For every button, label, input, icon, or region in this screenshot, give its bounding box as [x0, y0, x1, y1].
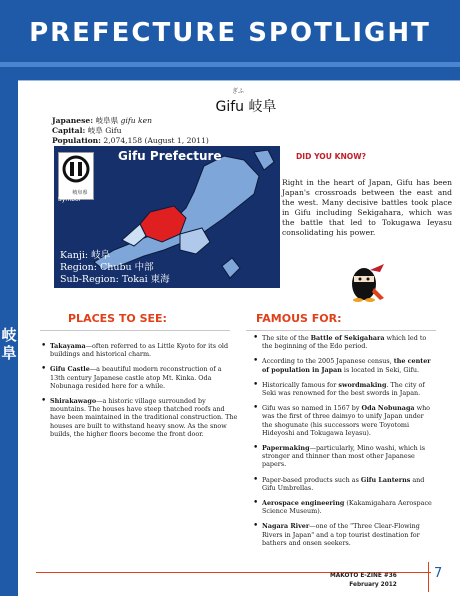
- place-desc: —a historic village surrounded by mountains. The houses have steep thatched roofs and have been maintained in the traditional construction. The houses are built to withstand heavy snow. As the snow builds, the higher floors become the front door.: [50, 397, 238, 438]
- famous-heading: FAMOUS FOR:: [256, 312, 342, 325]
- fact-japanese-romaji: gifu ken: [120, 116, 153, 125]
- list-item: [252, 522, 432, 547]
- fact-capital-label: Capital:: [52, 126, 86, 135]
- footer: [330, 572, 397, 590]
- famous-bold: Gifu Lanterns: [360, 475, 411, 484]
- sidebar-kanji: [1, 326, 17, 362]
- ninja-mascot-icon: [340, 258, 390, 308]
- left-sidebar: [0, 80, 18, 596]
- header-banner: [0, 0, 460, 80]
- places-divider: [40, 330, 230, 331]
- famous-post: —one of the "Three Clear-Flowing Rivers in Japan" and a top tourist destination for bathers and onsen seekers.: [262, 522, 420, 547]
- famous-divider: [246, 330, 436, 331]
- map-kanji-line: Kanji: 岐阜: [60, 250, 111, 261]
- famous-pre: Paper-based products such as: [262, 475, 361, 484]
- famous-post: . The city of Seki was renowned for the best swords in Japan.: [262, 380, 425, 398]
- fact-capital: [52, 126, 209, 136]
- famous-bold: Aerospace engineering: [262, 499, 345, 508]
- symbol-caption: 岐阜県: [72, 190, 88, 196]
- famous-pre: The site of the: [262, 334, 311, 342]
- fact-japanese: [52, 116, 209, 126]
- symbol-emblem-icon: [59, 153, 93, 187]
- map-region-line: Region: Chubu 中部: [60, 262, 154, 273]
- famous-bold: Oda Nobunaga: [361, 404, 415, 413]
- fact-population: [52, 136, 209, 146]
- famous-list: [252, 334, 432, 554]
- facts-block: [52, 116, 209, 146]
- famous-pre: Gifu was so named in 1567 by: [262, 404, 362, 413]
- map-subregion-line: Sub-Region: Tokai 東海: [60, 274, 170, 285]
- footer-issue: MAKOTO E-ZINE #36: [330, 573, 397, 579]
- list-item: [40, 342, 238, 358]
- prefecture-map: [54, 146, 280, 288]
- famous-bold: the center of population in Japan: [262, 357, 431, 374]
- famous-bold: Battle of Sekigahara: [310, 334, 385, 342]
- places-heading: PLACES TO SEE:: [68, 312, 167, 325]
- place-name: Takayama: [50, 342, 86, 350]
- header-stripe: [0, 62, 460, 67]
- title-furigana: ぎふ: [232, 88, 245, 95]
- place-desc: —a beautiful modern reconstruction of a 13th century Japanese castle atop Mt. Kinka. Oda Nobunaga resided here for a while.: [50, 365, 222, 390]
- list-item: [252, 357, 432, 373]
- list-item: [252, 334, 432, 350]
- place-desc: —often referred to as Little Kyoto for its old buildings and historical charm.: [50, 342, 229, 359]
- list-item: [40, 365, 238, 390]
- prefecture-title: Gifu 岐阜: [215, 99, 277, 115]
- famous-post: is located in Seki, Gifu.: [341, 365, 420, 374]
- famous-post: —particularly, Mino washi, which is stronger and thinner than most other Japanese papers.: [262, 444, 426, 469]
- famous-pre: Historically famous for: [262, 380, 339, 389]
- fact-population-value: 2,074,158 (August 1, 2011): [103, 136, 209, 145]
- list-item: [40, 397, 238, 438]
- list-item: [252, 381, 432, 397]
- famous-post: and Gifu Umbrellas.: [262, 475, 425, 492]
- prefecture-symbol: [58, 152, 94, 200]
- famous-post: which led to the beginning of the Edo period.: [262, 334, 427, 351]
- place-name: Gifu Castle: [50, 365, 90, 374]
- page-title: PREFECTURE SPOTLIGHT: [29, 18, 431, 48]
- fact-capital-value: 岐阜 Gifu: [87, 126, 122, 135]
- famous-pre: According to the 2005 Japanese census,: [262, 357, 394, 366]
- fact-japanese-label: Japanese:: [52, 116, 94, 125]
- list-item: [252, 444, 432, 469]
- page-number: 7: [434, 566, 443, 581]
- map-info: [60, 250, 170, 286]
- fact-japanese-value: 岐阜県: [95, 116, 119, 125]
- place-name: Shirakawago: [50, 397, 97, 406]
- list-item: [252, 476, 432, 492]
- famous-bold: Papermaking: [262, 444, 310, 453]
- did-you-know-heading: DID YOU KNOW?: [296, 152, 367, 161]
- map-title: Gifu Prefecture: [118, 149, 222, 163]
- page-number-bar: [428, 562, 429, 592]
- famous-post: who was the first of three daimyo to unify Japan under the shogunate (his successors were Toyotomi Hideyoshi and Tokugawa Ieyasu).: [262, 404, 431, 437]
- places-list: [40, 342, 238, 445]
- sidebar-kanji-text: 岐阜: [1, 326, 17, 362]
- footer-date: February 2012: [349, 582, 397, 588]
- fact-population-label: Population:: [52, 136, 101, 145]
- symbol-label: Symbol: [58, 196, 81, 203]
- famous-bold: swordmaking: [338, 380, 387, 389]
- famous-bold: Nagara River: [262, 522, 310, 531]
- did-you-know-text: Right in the heart of Japan, Gifu has been Japan's crossroads between the east and the west. Many decisive battles took place in Gifu including Sekigahara, which was the battle that led to Tokugawa Ieyasu consolidating his power.: [282, 178, 452, 237]
- famous-post: (Kakamigahara Aerospace Science Museum).: [262, 499, 432, 516]
- list-item: [252, 499, 432, 515]
- list-item: [252, 404, 432, 437]
